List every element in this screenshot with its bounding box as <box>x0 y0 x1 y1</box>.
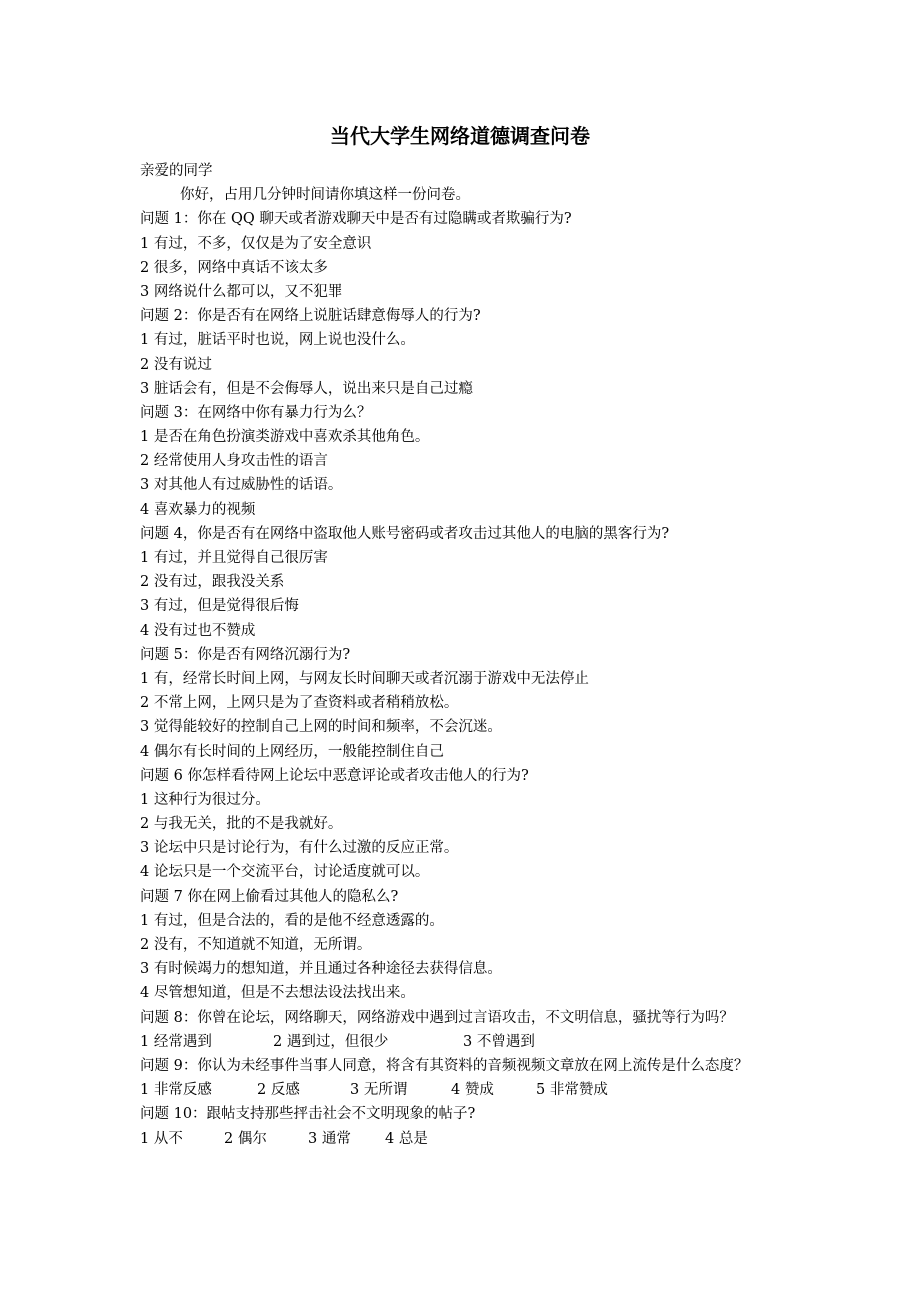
intro-text: 你好，占用几分钟时间请你填这样一份问卷。 <box>180 187 470 204</box>
document-title: 当代大学生网络道德调查问卷 <box>330 124 590 148</box>
q1-option: 1 有过，不多，仅仅是为了安全意识 <box>140 235 372 252</box>
q3-option: 2 经常使用人身攻击性的语言 <box>140 453 328 470</box>
question-5: 问题 5：你是否有网络沉溺行为? <box>140 646 351 663</box>
q10-option: 2 偶尔 <box>224 1130 267 1147</box>
question-6: 问题 6 你怎样看待网上论坛中恶意评论或者攻击他人的行为? <box>140 767 529 784</box>
q6-option: 1 这种行为很过分。 <box>140 791 270 808</box>
q9-option: 5 非常赞成 <box>536 1082 608 1099</box>
q4-option: 3 有过，但是觉得很后悔 <box>140 598 299 615</box>
q9-option: 4 赞成 <box>451 1082 494 1099</box>
q6-option: 3 论坛中只是讨论行为，有什么过激的反应正常。 <box>140 840 459 857</box>
q1-option: 3 网络说什么都可以，又不犯罪 <box>140 283 343 300</box>
q9-option: 2 反感 <box>257 1082 300 1099</box>
question-3: 问题 3：在网络中你有暴力行为么？ <box>140 404 372 421</box>
question-10: 问题 10：跟帖支持那些抨击社会不文明现象的帖子? <box>140 1106 476 1123</box>
q10-option: 4 总是 <box>385 1130 428 1147</box>
question-4: 问题 4，你是否有在网络中盗取他人账号密码或者攻击过其他人的电脑的黑客行为? <box>140 525 670 542</box>
q7-option: 3 有时候竭力的想知道，并且通过各种途径去获得信息。 <box>140 961 502 978</box>
q9-option: 1 非常反感 <box>140 1082 212 1099</box>
q8-option: 1 经常遇到 <box>140 1033 212 1050</box>
q3-option: 4 喜欢暴力的视频 <box>140 501 256 518</box>
q9-options-row <box>140 1078 790 1102</box>
question-8: 问题 8：你曾在论坛，网络聊天，网络游戏中遇到过言语攻击，不文明信息，骚扰等行为吗？ <box>140 1009 734 1026</box>
q8-option: 3 不曾遇到 <box>463 1033 535 1050</box>
q8-option: 2 遇到过，但很少 <box>273 1033 389 1050</box>
q5-option: 2 不常上网，上网只是为了查资料或者稍稍放松。 <box>140 695 459 712</box>
question-2: 问题 2：你是否有在网络上说脏话肆意侮辱人的行为? <box>140 308 481 325</box>
q2-option: 1 有过，脏话平时也说，网上说也没什么。 <box>140 332 415 349</box>
q2-option: 2 没有说过 <box>140 356 212 373</box>
q8-options-row <box>140 1030 790 1054</box>
q10-option: 1 从不 <box>140 1130 183 1147</box>
q5-option: 1 有，经常长时间上网，与网友长时间聊天或者沉溺于游戏中无法停止 <box>140 670 589 687</box>
q7-option: 1 有过，但是合法的，看的是他不经意透露的。 <box>140 912 444 929</box>
question-9: 问题 9：你认为未经事件当事人同意，将含有其资料的音频视频文章放在网上流传是什么态度？ <box>140 1057 749 1074</box>
question-1: 问题 1：你在 QQ 聊天或者游戏聊天中是否有过隐瞒或者欺骗行为? <box>140 211 572 228</box>
q10-option: 3 通常 <box>308 1130 351 1147</box>
q9-option: 3 无所谓 <box>350 1082 408 1099</box>
q4-option: 2 没有过，跟我没关系 <box>140 574 285 591</box>
q10-options-row <box>140 1127 790 1151</box>
q7-option: 2 没有，不知道就不知道，无所谓。 <box>140 937 372 953</box>
greeting: 亲爱的同学 <box>140 163 213 179</box>
q5-option: 3 觉得能较好的控制自己上网的时间和频率，不会沉迷。 <box>140 719 502 736</box>
q6-option: 4 论坛只是一个交流平台，讨论适度就可以。 <box>140 864 430 881</box>
q2-option: 3 脏话会有，但是不会侮辱人，说出来只是自己过瘾 <box>140 380 473 397</box>
q1-option: 2 很多，网络中真话不该太多 <box>140 259 328 276</box>
q6-option: 2 与我无关，批的不是我就好。 <box>140 816 343 833</box>
question-7: 问题 7 你在网上偷看过其他人的隐私么? <box>140 888 399 905</box>
q4-option: 4 没有过也不赞成 <box>140 622 256 639</box>
q5-option: 4 偶尔有长时间的上网经历，一般能控制住自己 <box>140 743 444 760</box>
q3-option: 1 是否在角色扮演类游戏中喜欢杀其他角色。 <box>140 429 430 446</box>
q4-option: 1 有过，并且觉得自己很厉害 <box>140 550 328 566</box>
q3-option: 3 对其他人有过威胁性的话语。 <box>140 477 343 494</box>
questionnaire-body <box>140 159 790 1151</box>
q7-option: 4 尽管想知道，但是不去想法设法找出来。 <box>140 985 415 1002</box>
